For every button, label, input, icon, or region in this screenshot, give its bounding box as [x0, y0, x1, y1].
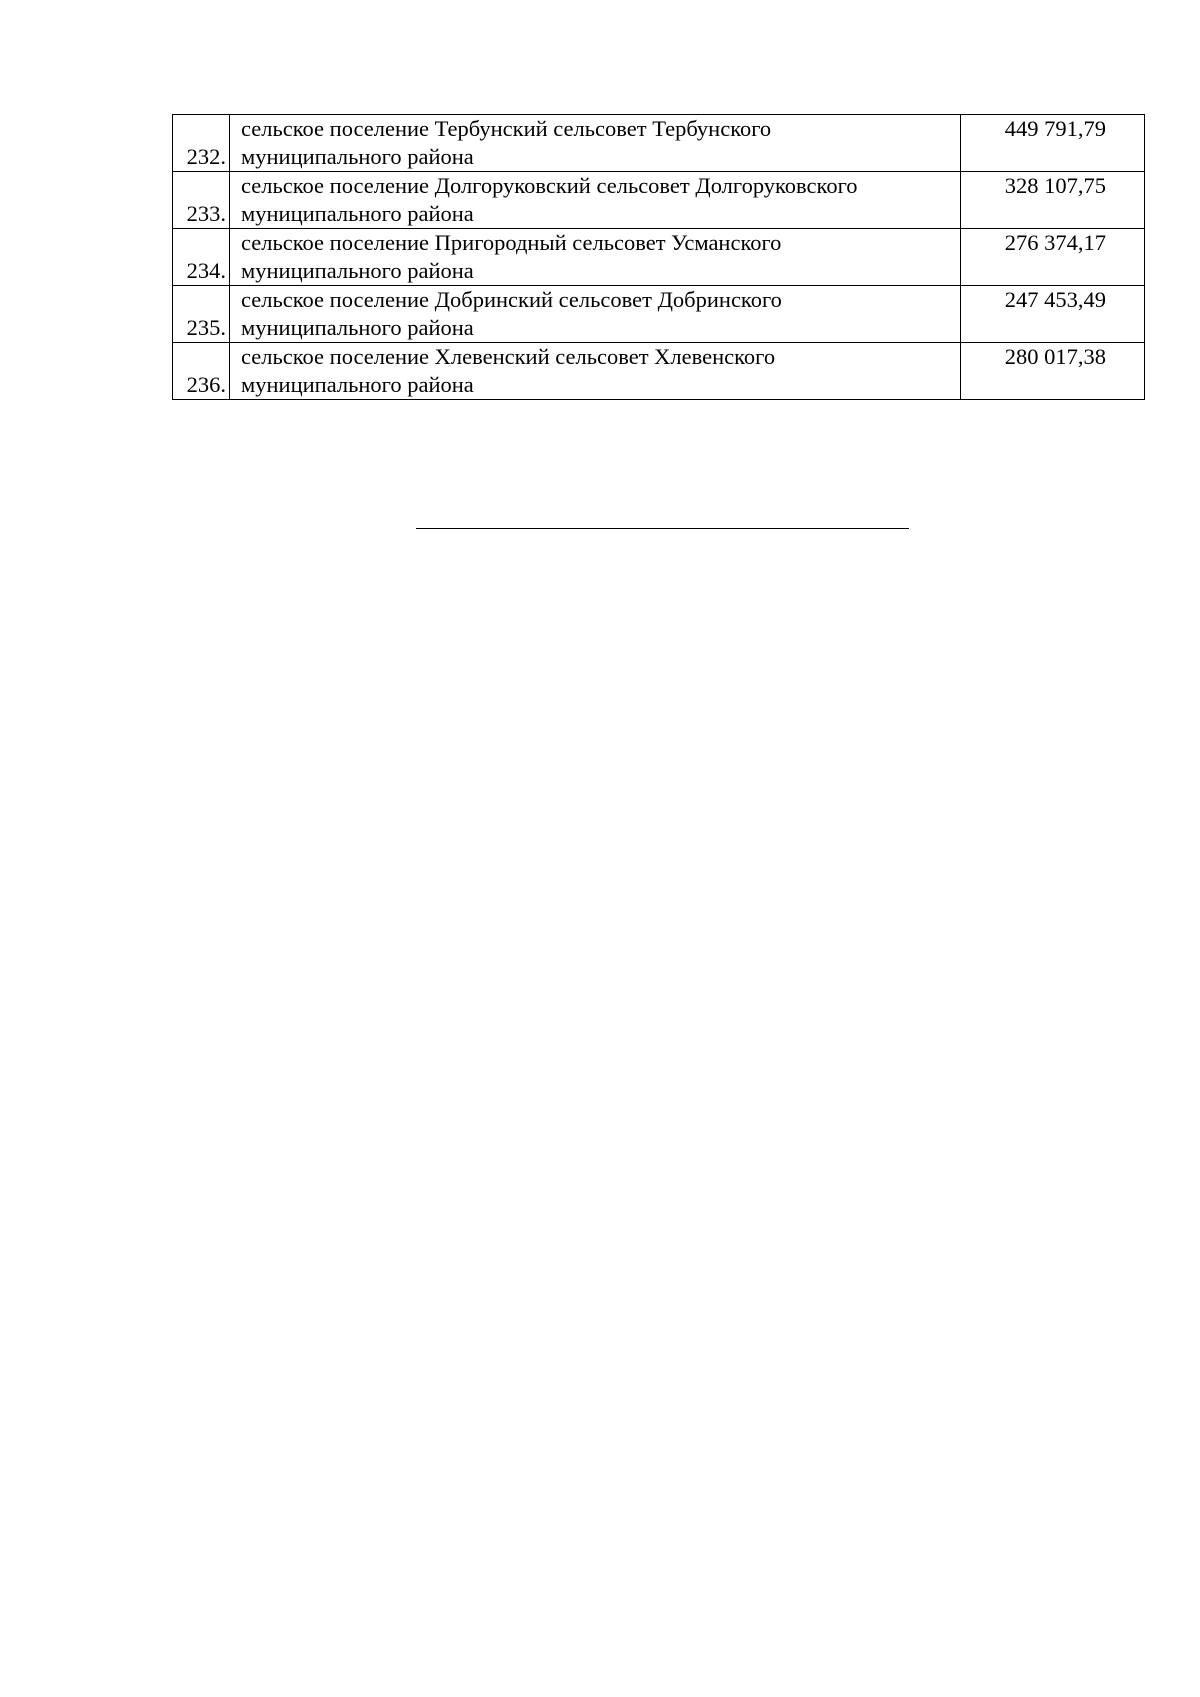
settlement-name-cell — [230, 229, 961, 286]
amount-value: 247 453,49 — [1004, 287, 1106, 312]
amount-value: 449 791,79 — [1004, 116, 1106, 141]
closing-divider-line — [416, 528, 909, 529]
amount-value: 276 374,17 — [1004, 230, 1106, 255]
amount-cell — [961, 286, 1145, 343]
settlement-name-line: сельское поселение Долгоруковский сельсовет Долгоруковского — [241, 173, 858, 198]
settlement-name-line: муниципального района — [241, 315, 474, 340]
allocation-table — [172, 114, 1145, 400]
row-number-cell — [173, 286, 230, 343]
settlement-name-cell — [230, 286, 961, 343]
settlement-name-line: муниципального района — [241, 258, 474, 283]
row-number-cell — [173, 343, 230, 400]
table-row — [173, 229, 1145, 286]
table-row — [173, 172, 1145, 229]
row-number: 235. — [186, 315, 226, 340]
settlement-name-line: сельское поселение Добринский сельсовет Добринского — [241, 287, 782, 312]
row-number: 233. — [186, 201, 226, 226]
settlement-name-cell — [230, 115, 961, 172]
row-number-cell — [173, 115, 230, 172]
table-row — [173, 115, 1145, 172]
amount-cell — [961, 115, 1145, 172]
amount-value: 280 017,38 — [1004, 344, 1106, 369]
settlement-name-line: сельское поселение Тербунский сельсовет Тербунского — [241, 116, 772, 141]
table-row — [173, 343, 1145, 400]
settlement-name-line: муниципального района — [241, 201, 474, 226]
amount-cell — [961, 229, 1145, 286]
settlement-name-cell — [230, 172, 961, 229]
settlement-name-cell — [230, 343, 961, 400]
row-number-cell — [173, 229, 230, 286]
settlement-name-line: муниципального района — [241, 144, 474, 169]
amount-cell — [961, 343, 1145, 400]
row-number: 236. — [186, 372, 226, 397]
settlement-name-line: сельское поселение Пригородный сельсовет Усманского — [241, 230, 782, 255]
amount-cell — [961, 172, 1145, 229]
row-number: 234. — [186, 258, 226, 283]
settlement-name-line: сельское поселение Хлевенский сельсовет Хлевенского — [241, 344, 776, 369]
amount-value: 328 107,75 — [1004, 173, 1106, 198]
settlement-name-line: муниципального района — [241, 372, 474, 397]
row-number-cell — [173, 172, 230, 229]
row-number: 232. — [186, 144, 226, 169]
table-row — [173, 286, 1145, 343]
